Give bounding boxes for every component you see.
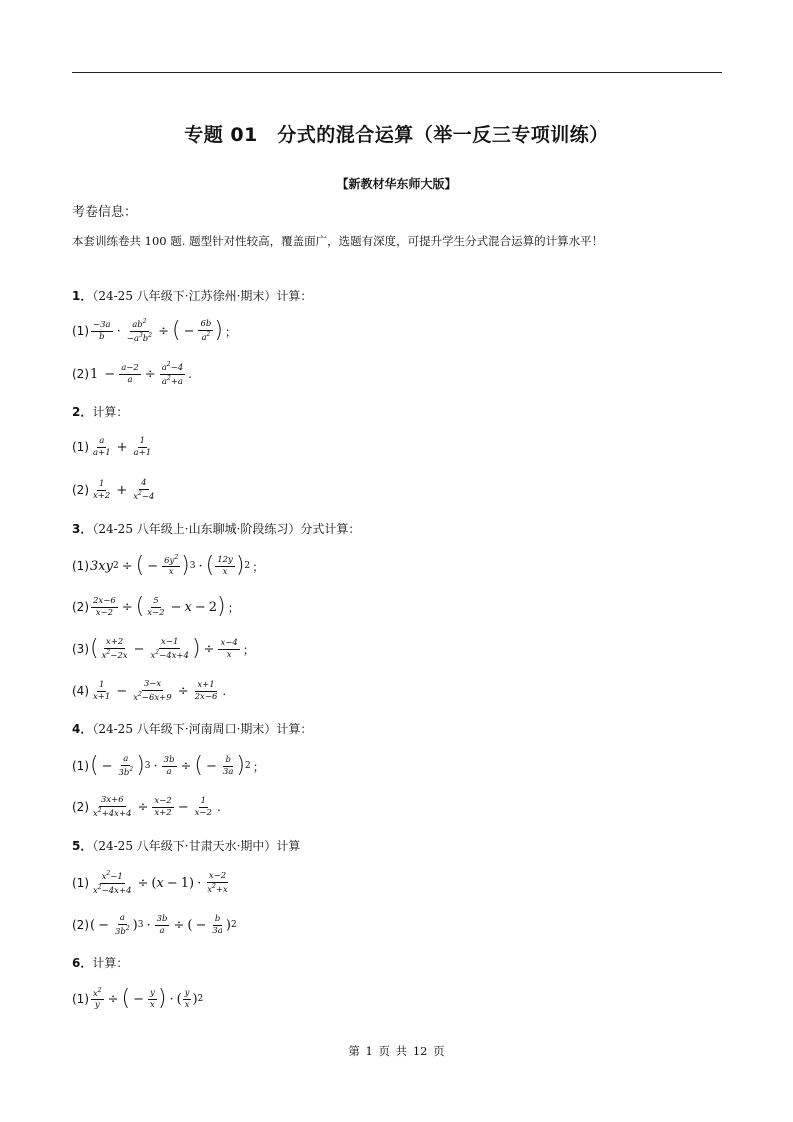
question-3-part-2: (2) $\frac{2x-6}{x-2}$ ÷ ( 5 x−2 − x − 2 ) ； (72, 594, 240, 619)
question-2-part-2: (2) 1 x+2 + $\frac{4}{x^2-4}$ (72, 477, 155, 502)
question-1-heading: 1．（24-25 八年级下·江苏徐州·期末）计算： (72, 289, 313, 303)
exam-intro: 本套训练卷共 100 题. 题型针对性较高，覆盖面广，选题有深度，可提升学生分式混合运算的计算水平！ (72, 234, 604, 248)
question-1-part-1: (1) −3a b · $\frac{ab^2}{-a^3b^2}$ ÷ ( − $\frac{6b}{a^2}$ ) ； (72, 317, 237, 344)
question-2-part-1: (1) a a+1 + $\frac{1}{a+1}$ (72, 435, 152, 458)
question-4-part-2: (2) $\frac{3x+6}{x^2+4x+4}$ ÷ $\frac{x-2}{x+2}$ − $\frac{1}{x-2}$ . (72, 794, 221, 819)
question-4-heading: 4．（24-25 八年级下·河南周口·期末）计算： (72, 722, 313, 736)
question-5-heading: 5．（24-25 八年级下·甘肃天水·期中）计算 (72, 839, 301, 853)
question-4-part-1: (1) ( − $\frac{a}{3b^2}$ ) 3 · $\frac{3b}{a}$ ÷ ( − $\frac{b}{3a}$ ) 2 ； (72, 753, 265, 778)
question-3-part-3: (3) ( x+2 $x^2-2x$ − $\frac{x-1}{x^2-4x+4}$ ) ÷ $\frac{x-4}{x}$ ； (72, 636, 255, 661)
page-title: 专题 01 分式的混合运算（举一反三专项训练） (184, 124, 609, 146)
question-3-part-4: (4) 1 x+1 − $\frac{3-x}{x^2-6x+9}$ ÷ $\frac{x+1}{2x-6}$ . (72, 678, 227, 703)
question-3-heading: 3．（24-25 八年级上·山东聊城·阶段练习）分式计算： (72, 522, 361, 536)
question-6-heading: 6．计算： (72, 956, 129, 970)
question-5-part-1: (1) $\frac{x^2-1}{x^2-4x+4}$ ÷ ( x − 1) · x−2 $x^2+x$ (72, 869, 228, 896)
header-rule (72, 72, 722, 73)
exam-info-label: 考卷信息： (72, 205, 138, 220)
question-3-part-1: (1) 3xy 2 ÷ ( − $\frac{6y^2}{x}$ ) 3 · ( 12y x ) 2 ； (72, 553, 265, 578)
question-6-part-1: (1) $\frac{x^2}{y}$ ÷ ( − $\frac{y}{x}$ ) · ( y x ) 2 (72, 986, 204, 1011)
question-1-part-2: (2) 1 − $\frac{a-2}{a}$ ÷ $\frac{a^2-4}{a^2+a}$ . (72, 360, 192, 387)
question-2-heading: 2．计算： (72, 405, 129, 419)
edition-label: 【新教材华东师大版】 (336, 177, 457, 191)
question-5-part-2: (2) ( − $\frac{a}{3b^2}$ ) 3 · $\frac{3b}{a}$ ÷ ( − $\frac{b}{3a}$ ) 2 (72, 912, 237, 937)
page-footer: 第 1 页 共 12 页 (348, 1044, 445, 1058)
